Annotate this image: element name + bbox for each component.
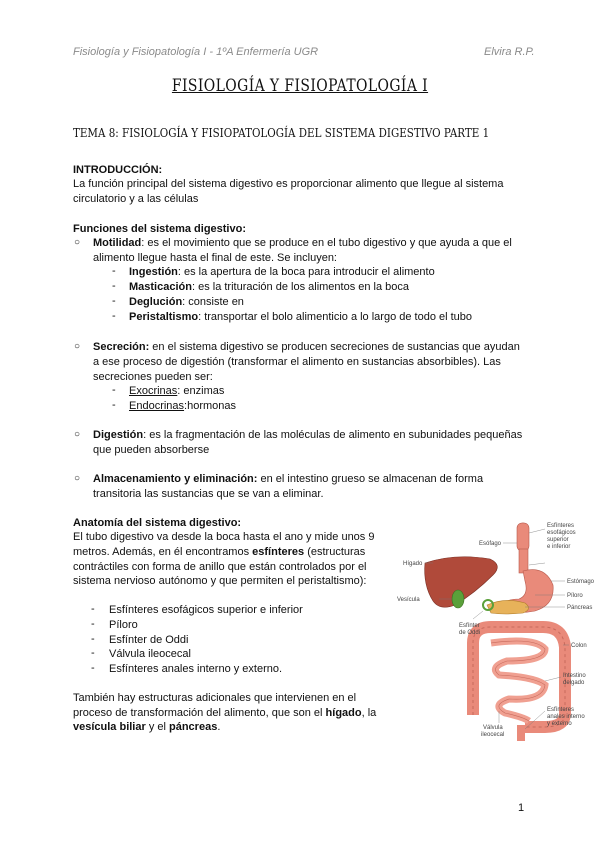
digestion-text: : es la fragmentación de las moléculas de alimento en subunidades pequeñas (143, 429, 523, 441)
extra-text: proceso de transformación del alimento, que son el (73, 707, 326, 719)
label-esfinteres-anales: anales interno (547, 714, 585, 720)
dash-bullet-icon: - (112, 310, 116, 322)
bullet-circle-icon: ○ (74, 473, 81, 484)
almacenamiento-text: en el intestino grueso se almacenan de forma (257, 473, 484, 485)
item-text: : es la apertura de la boca para introducir el alimento (177, 266, 435, 278)
digestion-line-1 (93, 428, 522, 443)
label-intestino-delgado: delgado (563, 680, 585, 686)
item-text: : enzimas (177, 385, 225, 397)
sphincter-item: Píloro (109, 619, 138, 631)
vesicula-term: vesícula biliar (73, 721, 146, 733)
bullet-circle-icon: ○ (74, 429, 81, 440)
item-term: Masticación (129, 281, 192, 293)
document-subtitle: TEMA 8: FISIOLOGÍA Y FISIOPATOLOGÍA DEL SISTEMA DIGESTIVO PARTE 1 (73, 126, 490, 140)
item-text: :hormonas (184, 400, 237, 412)
item-term: Ingestión (129, 266, 178, 278)
anatomy-line-3: contráctiles con forma de anillo que están controlados por el (73, 561, 367, 573)
extra-text: . (217, 721, 221, 733)
label-esfinteres-anales: Esfínteres (547, 707, 575, 713)
dash-bullet-icon: - (91, 603, 95, 615)
sphincter-item: Esfínteres anales interno y externo. (109, 663, 283, 675)
almacenamiento-term: Almacenamiento y eliminación: (93, 473, 258, 485)
secrecion-text: en el sistema digestivo se producen secreciones de sustancias que ayudan (149, 341, 520, 353)
dash-bullet-icon: - (112, 280, 116, 292)
sphincter-item: Esfínter de Oddi (109, 634, 189, 646)
anatomy-line-2 (73, 545, 365, 560)
sphincter-item: Válvula ileocecal (109, 648, 191, 660)
dash-bullet-icon: - (91, 633, 95, 645)
extra-line-1: También hay estructuras adicionales que intervienen en el (73, 692, 357, 704)
anatomy-heading: Anatomía del sistema digestivo: (73, 517, 242, 529)
dash-bullet-icon: - (91, 662, 95, 674)
esophagus-lower (519, 549, 528, 573)
functions-heading: Funciones del sistema digestivo: (73, 223, 246, 235)
motilidad-line-2: alimento llegue hasta el final de este. Se incluyen: (93, 252, 337, 264)
label-colon: Colon (571, 643, 587, 649)
label-esfinteres-esofagicos: Esfínteres (547, 523, 575, 529)
dash-bullet-icon: - (112, 265, 116, 277)
extra-line-3 (73, 720, 220, 735)
motilidad-item (129, 310, 472, 325)
almacenamiento-line-2: transitoria las sustancias que se van a eliminar. (93, 488, 324, 500)
gallbladder-shape (452, 590, 464, 608)
label-esfinteres-esofagicos: esofágicos (547, 530, 576, 536)
bullet-circle-icon: ○ (74, 237, 81, 248)
label-esfinteres-esofagicos: superior (547, 537, 569, 543)
secrecion-term: Secreción: (93, 341, 150, 353)
digestive-system-illustration (395, 515, 595, 745)
secrecion-line-1 (93, 340, 520, 355)
dash-bullet-icon: - (112, 384, 116, 396)
higado-term: hígado (325, 707, 362, 719)
header-right: Elvira R.P. (484, 46, 535, 58)
label-valvula-ileocecal: ileocecal (481, 732, 505, 738)
extra-text: y el (145, 721, 169, 733)
document-title: FISIOLOGÍA Y FISIOPATOLOGÍA I (171, 76, 429, 96)
item-term: Deglución (129, 296, 183, 308)
item-term: Endocrinas (129, 400, 185, 412)
label-estomago: Estómago (567, 579, 595, 585)
label-valvula-ileocecal: Válvula (483, 725, 503, 731)
label-esofago: Esófago (479, 541, 502, 547)
item-text: : es la trituración de los alimentos en la boca (191, 281, 410, 293)
dash-bullet-icon: - (91, 647, 95, 659)
extra-text: , la (361, 707, 377, 719)
dash-bullet-icon: - (112, 399, 116, 411)
page-number: 1 (518, 802, 525, 814)
motilidad-item (129, 265, 435, 280)
label-piloro: Píloro (567, 593, 583, 599)
anatomy-line-4: sistema nervioso autónomo y que permiten el peristaltismo): (73, 575, 367, 587)
dash-bullet-icon: - (112, 295, 116, 307)
extra-line-2 (73, 706, 376, 721)
secrecion-item (129, 384, 224, 399)
label-esfinteres-anales: y externo (547, 721, 572, 727)
esophagus-tube (517, 523, 529, 551)
label-pancreas: Páncreas (567, 605, 593, 611)
motilidad-item (129, 295, 244, 310)
item-term: Peristaltismo (129, 311, 199, 323)
header-left: Fisiología y Fisiopatología I - 1ºA Enfermería UGR (73, 46, 319, 58)
secrecion-line-2: a ese proceso de digestión (transformar el alimento en sustancias absorbibles). Las (93, 356, 501, 368)
secrecion-item (129, 399, 236, 414)
dash-bullet-icon: - (91, 618, 95, 630)
bullet-circle-icon: ○ (74, 341, 81, 352)
intro-line-1: La función principal del sistema digestivo es proporcionar alimento que llegue al sistema (73, 178, 504, 190)
digestion-line-2: que pueden absorberse (93, 444, 210, 456)
label-esfinter-oddi: Esfínter (459, 623, 480, 629)
esfinteres-term: esfínteres (252, 546, 305, 558)
item-text: : transportar el bolo alimenticio a lo largo de todo el tubo (198, 311, 473, 323)
motilidad-line-1 (93, 236, 512, 251)
pancreas-term: páncreas (169, 721, 218, 733)
motilidad-item (129, 280, 409, 295)
label-esfinteres-esofagicos: e inferior (547, 544, 571, 550)
almacenamiento-line-1 (93, 472, 483, 487)
secrecion-line-3: secreciones pueden ser: (93, 371, 213, 383)
label-vesicula: Vesícula (397, 597, 420, 603)
intro-line-2: circulatorio y a las células (73, 193, 199, 205)
label-intestino-delgado: Intestino (563, 673, 586, 679)
label-esfinter-oddi: de Oddi (459, 630, 481, 636)
motilidad-term: Motilidad (93, 237, 142, 249)
item-text: : consiste en (182, 296, 244, 308)
anatomy-text: (estructuras (304, 546, 366, 558)
motilidad-text: : es el movimiento que se produce en el tubo digestivo y que ayuda a que el (141, 237, 512, 249)
label-higado: Hígado (403, 561, 423, 567)
digestion-term: Digestión (93, 429, 144, 441)
intro-heading: INTRODUCCIÓN: (73, 164, 163, 176)
item-term: Exocrinas (129, 385, 178, 397)
sphincter-item: Esfínteres esofágicos superior e inferior (109, 604, 303, 616)
anatomy-line-1: El tubo digestivo va desde la boca hasta el ano y mide unos 9 (73, 531, 375, 543)
anatomy-text: metros. Además, en él encontramos (73, 546, 253, 558)
